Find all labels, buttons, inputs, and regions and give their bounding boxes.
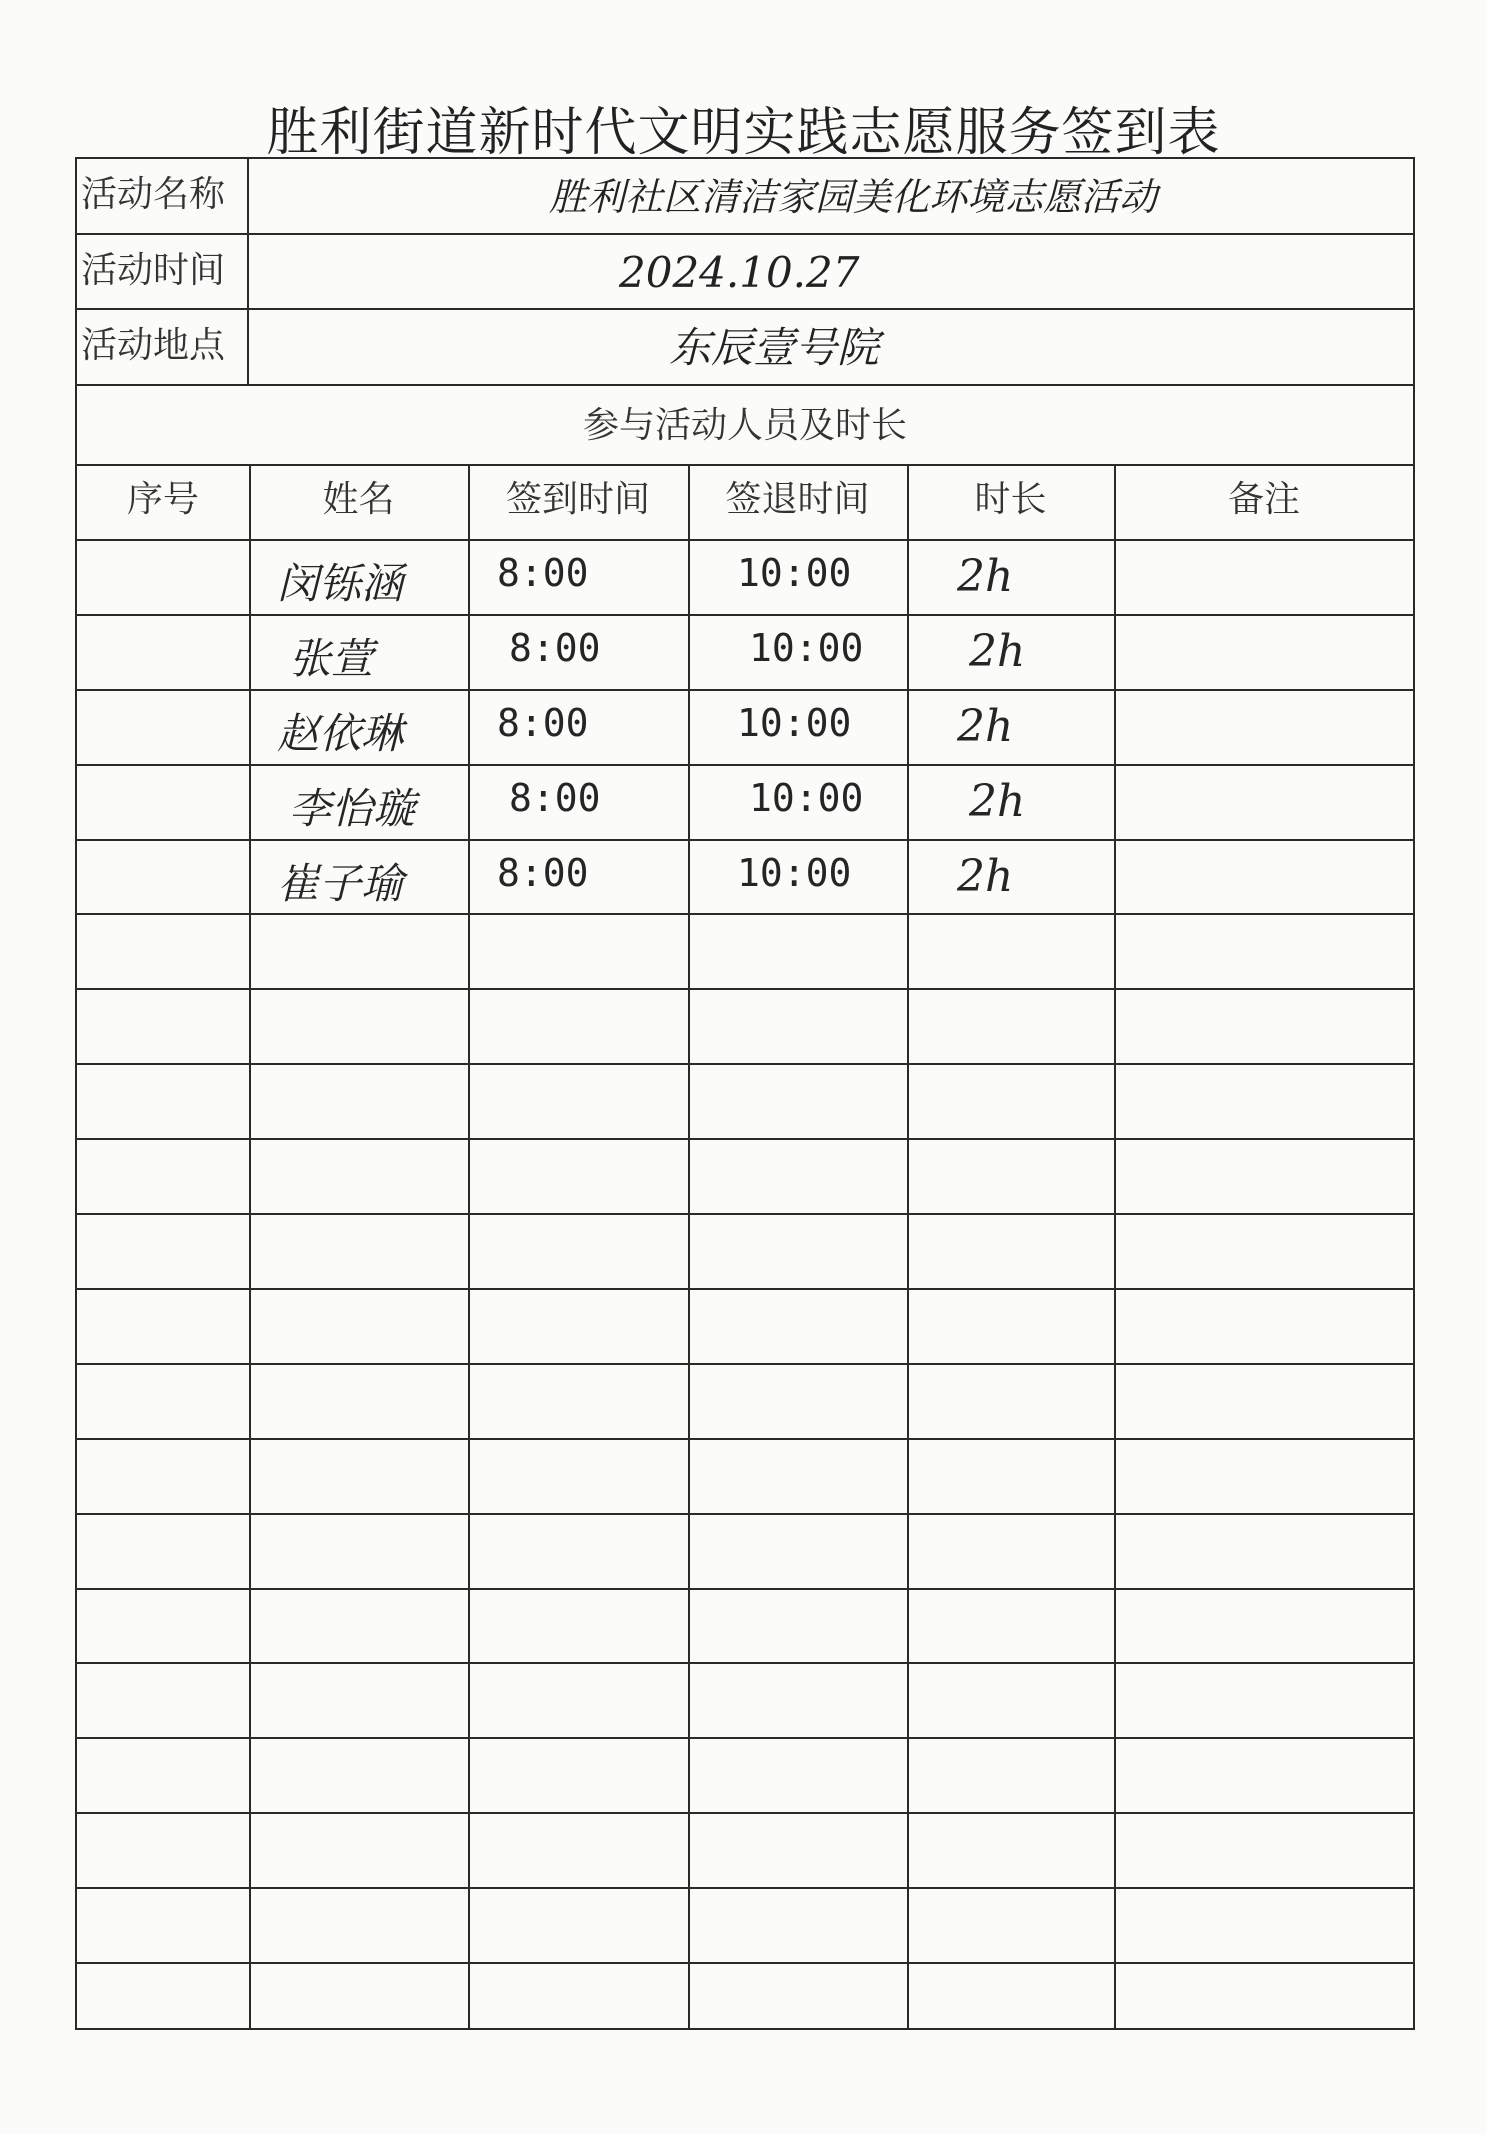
- duration: 2h: [969, 776, 1026, 827]
- table-column-divider: [468, 464, 470, 2030]
- table-row-divider: [77, 1588, 1413, 1590]
- participant-name: 崔子瑜: [277, 859, 404, 908]
- participants-section-title: 参与活动人员及时长: [77, 386, 1413, 466]
- sign-in-sheet: [75, 157, 1415, 2030]
- table-row-divider: [77, 1288, 1413, 1290]
- table-row-divider: [77, 1438, 1413, 1440]
- column-header-no: 序号: [126, 479, 199, 520]
- table-row-divider: [77, 1812, 1413, 1814]
- sign-out-time: 10:00: [749, 626, 864, 670]
- participant-name: 赵依琳: [277, 709, 404, 758]
- table-row-divider: [77, 1513, 1413, 1515]
- activity-time-value: 2024.10.27: [619, 248, 860, 297]
- table-row-divider: [77, 988, 1413, 990]
- duration: 2h: [957, 851, 1014, 902]
- table-row-divider: [77, 614, 1413, 616]
- activity-name-label: 活动名称: [77, 159, 249, 233]
- activity-place-value: 东辰壹号院: [669, 323, 880, 372]
- activity-place-label: 活动地点: [77, 310, 249, 384]
- participant-name: 张萱: [289, 634, 374, 683]
- table-row-divider: [77, 1063, 1413, 1065]
- column-header-note: 备注: [1227, 479, 1300, 520]
- sign-out-time: 10:00: [737, 851, 852, 895]
- activity-time-row: [77, 235, 1413, 310]
- table-row-divider: [77, 539, 1413, 541]
- sign-in-time: 8:00: [497, 551, 589, 595]
- table-row-divider: [77, 1737, 1413, 1739]
- table-row-divider: [77, 689, 1413, 691]
- table-column-divider: [688, 464, 690, 2030]
- activity-name-value: 胜利社区清洁家园美化环境志愿活动: [549, 175, 1158, 219]
- table-row-divider: [77, 1662, 1413, 1664]
- column-header-duration: 时长: [974, 479, 1047, 520]
- activity-time-label: 活动时间: [77, 235, 249, 308]
- sheet-title: 胜利街道新时代文明实践志愿服务签到表: [266, 103, 1221, 163]
- sign-out-time: 10:00: [737, 551, 852, 595]
- participant-name: 闵铄涵: [277, 559, 404, 608]
- sign-in-time: 8:00: [509, 776, 601, 820]
- sign-out-time: 10:00: [737, 701, 852, 745]
- table-row-divider: [77, 1962, 1413, 1964]
- activity-place-row: [77, 310, 1413, 386]
- column-header-sign-in: 签到时间: [505, 479, 650, 520]
- column-header-sign-out: 签退时间: [725, 479, 870, 520]
- table-row-divider: [77, 1213, 1413, 1215]
- activity-name-row: [77, 159, 1413, 235]
- table-row-divider: [77, 764, 1413, 766]
- duration: 2h: [957, 701, 1014, 752]
- table-column-divider: [1114, 464, 1116, 2030]
- participant-name: 李怡璇: [289, 784, 416, 833]
- table-row-divider: [77, 1363, 1413, 1365]
- table-column-divider: [907, 464, 909, 2030]
- duration: 2h: [969, 626, 1026, 677]
- table-row-divider: [77, 913, 1413, 915]
- sign-in-time: 8:00: [497, 851, 589, 895]
- table-row-divider: [77, 1887, 1413, 1889]
- column-header-name: 姓名: [322, 479, 395, 520]
- sign-in-time: 8:00: [509, 626, 601, 670]
- sign-out-time: 10:00: [749, 776, 864, 820]
- duration: 2h: [957, 551, 1014, 602]
- sign-in-time: 8:00: [497, 701, 589, 745]
- table-column-divider: [249, 464, 251, 2030]
- table-row-divider: [77, 839, 1413, 841]
- table-row-divider: [77, 1138, 1413, 1140]
